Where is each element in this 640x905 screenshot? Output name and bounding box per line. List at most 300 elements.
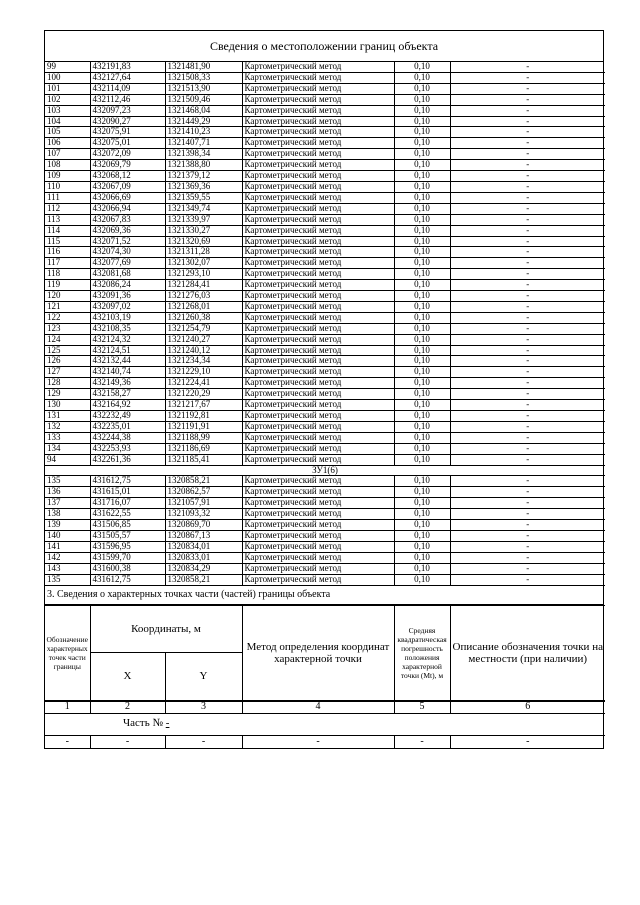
table-row: [45, 421, 605, 432]
method-cell: Картометрический метод: [242, 83, 394, 94]
table-row: [45, 258, 605, 269]
description-cell: -: [450, 203, 605, 214]
method-cell: Картометрический метод: [242, 345, 394, 356]
description-cell: -: [450, 160, 605, 171]
method-cell: Картометрический метод: [242, 247, 394, 258]
method-cell: Картометрический метод: [242, 367, 394, 378]
accuracy-cell: 0,10: [394, 552, 450, 563]
description-cell: -: [450, 94, 605, 105]
accuracy-cell: 0,10: [394, 225, 450, 236]
coord-x: 431612,75: [90, 476, 165, 487]
empty-cell: -: [450, 735, 605, 748]
accuracy-cell: 0,10: [394, 487, 450, 498]
method-cell: Картометрический метод: [242, 72, 394, 83]
coord-x: 432069,79: [90, 160, 165, 171]
table-row: [45, 498, 605, 509]
header-y: Y: [165, 652, 242, 700]
coord-y: 1321217,67: [165, 400, 242, 411]
method-cell: Картометрический метод: [242, 236, 394, 247]
method-cell: Картометрический метод: [242, 181, 394, 192]
coord-x: 432066,69: [90, 192, 165, 203]
col-num-6: 6: [450, 701, 605, 713]
accuracy-cell: 0,10: [394, 291, 450, 302]
coord-x: 432081,68: [90, 269, 165, 280]
method-cell: Картометрический метод: [242, 323, 394, 334]
part-number-value: -: [165, 717, 170, 730]
method-cell: Картометрический метод: [242, 105, 394, 116]
table-row: [45, 487, 605, 498]
coord-y: 1321468,04: [165, 105, 242, 116]
coord-y: 1321320,69: [165, 236, 242, 247]
method-cell: Картометрический метод: [242, 258, 394, 269]
point-number: 138: [45, 509, 90, 520]
description-cell: -: [450, 247, 605, 258]
subheader-zu1-6: ЗУ1(6): [45, 465, 605, 476]
accuracy-cell: 0,10: [394, 280, 450, 291]
method-cell: Картометрический метод: [242, 389, 394, 400]
point-number: 117: [45, 258, 90, 269]
table-row: [45, 149, 605, 160]
table-row: [45, 563, 605, 574]
accuracy-cell: 0,10: [394, 334, 450, 345]
method-cell: Картометрический метод: [242, 94, 394, 105]
table-row: [45, 476, 605, 487]
table-row: [45, 334, 605, 345]
coord-x: 432066,94: [90, 203, 165, 214]
method-cell: Картометрический метод: [242, 116, 394, 127]
description-cell: -: [450, 509, 605, 520]
point-number: 122: [45, 312, 90, 323]
table-row: [45, 203, 605, 214]
point-number: 137: [45, 498, 90, 509]
description-cell: -: [450, 291, 605, 302]
accuracy-cell: 0,10: [394, 236, 450, 247]
coord-x: 432235,01: [90, 421, 165, 432]
description-cell: -: [450, 258, 605, 269]
coord-y: 1321311,28: [165, 247, 242, 258]
method-cell: Картометрический метод: [242, 432, 394, 443]
section-3-title: 3. Сведения о характерных точках части (частей) границы объекта: [45, 586, 603, 605]
table-row: [45, 345, 605, 356]
table-row: [45, 400, 605, 411]
accuracy-cell: 0,10: [394, 171, 450, 182]
header-x: X: [90, 652, 165, 700]
point-number: 105: [45, 127, 90, 138]
accuracy-cell: 0,10: [394, 476, 450, 487]
point-number: 107: [45, 149, 90, 160]
coord-y: 1321191,91: [165, 421, 242, 432]
coord-y: 1321284,41: [165, 280, 242, 291]
points-table: [45, 62, 605, 586]
method-cell: Картометрический метод: [242, 421, 394, 432]
header-accuracy: Средняя квадратическая погрешность положения характерной точки (Мt), м: [394, 605, 450, 700]
coord-x: 432067,09: [90, 181, 165, 192]
table-row: [45, 269, 605, 280]
method-cell: Картометрический метод: [242, 192, 394, 203]
coord-y: 1321369,36: [165, 181, 242, 192]
table-row: [45, 443, 605, 454]
accuracy-cell: 0,10: [394, 356, 450, 367]
description-cell: -: [450, 400, 605, 411]
description-cell: -: [450, 367, 605, 378]
coord-y: 1321339,97: [165, 214, 242, 225]
description-cell: -: [450, 149, 605, 160]
description-cell: -: [450, 443, 605, 454]
accuracy-cell: 0,10: [394, 62, 450, 72]
table-row: [45, 411, 605, 422]
point-number: 139: [45, 520, 90, 531]
accuracy-cell: 0,10: [394, 520, 450, 531]
method-cell: Картометрический метод: [242, 127, 394, 138]
coord-y: 1321481,90: [165, 62, 242, 72]
description-cell: -: [450, 389, 605, 400]
description-cell: -: [450, 476, 605, 487]
coord-x: 431506,85: [90, 520, 165, 531]
point-number: 143: [45, 563, 90, 574]
method-cell: Картометрический метод: [242, 487, 394, 498]
empty-cell: -: [394, 735, 450, 748]
coord-y: 1321398,34: [165, 149, 242, 160]
coord-y: 1321359,55: [165, 192, 242, 203]
description-cell: -: [450, 105, 605, 116]
coord-y: 1320869,70: [165, 520, 242, 531]
coord-y: 1321509,46: [165, 94, 242, 105]
header-point-designation: Обозначение характерных точек части границы: [45, 605, 90, 700]
coord-x: 432069,36: [90, 225, 165, 236]
header-method: Метод определения координат характерной точки: [242, 605, 394, 700]
coord-x: 431600,38: [90, 563, 165, 574]
method-cell: Картометрический метод: [242, 138, 394, 149]
coord-x: 432124,51: [90, 345, 165, 356]
coord-y: 1321254,79: [165, 323, 242, 334]
coord-y: 1321293,10: [165, 269, 242, 280]
col-num-1: 1: [45, 701, 90, 713]
accuracy-cell: 0,10: [394, 541, 450, 552]
accuracy-cell: 0,10: [394, 312, 450, 323]
description-cell: -: [450, 127, 605, 138]
empty-cell: -: [90, 735, 165, 748]
accuracy-cell: 0,10: [394, 421, 450, 432]
coord-y: 1321349,74: [165, 203, 242, 214]
point-number: 109: [45, 171, 90, 182]
point-number: 110: [45, 181, 90, 192]
accuracy-cell: 0,10: [394, 574, 450, 585]
coord-x: 432114,09: [90, 83, 165, 94]
method-cell: Картометрический метод: [242, 520, 394, 531]
coord-y: 1321240,27: [165, 334, 242, 345]
point-number: 129: [45, 389, 90, 400]
method-cell: Картометрический метод: [242, 563, 394, 574]
section-3-header: [45, 605, 605, 701]
method-cell: Картометрический метод: [242, 552, 394, 563]
method-cell: Картометрический метод: [242, 356, 394, 367]
point-number: 124: [45, 334, 90, 345]
part-number-row: [45, 713, 605, 735]
coord-y: 1321093,32: [165, 509, 242, 520]
table-row: [45, 181, 605, 192]
coord-x: 432124,32: [90, 334, 165, 345]
empty-cell: -: [242, 735, 394, 748]
description-cell: -: [450, 552, 605, 563]
header-coordinates: Координаты, м: [90, 605, 242, 652]
description-cell: -: [450, 214, 605, 225]
coord-x: 431612,75: [90, 574, 165, 585]
coord-x: 432090,27: [90, 116, 165, 127]
coord-x: 432108,35: [90, 323, 165, 334]
accuracy-cell: 0,10: [394, 411, 450, 422]
point-number: 142: [45, 552, 90, 563]
accuracy-cell: 0,10: [394, 247, 450, 258]
coord-y: 1321188,99: [165, 432, 242, 443]
method-cell: Картометрический метод: [242, 160, 394, 171]
point-number: 140: [45, 530, 90, 541]
accuracy-cell: 0,10: [394, 83, 450, 94]
empty-cell: -: [45, 735, 90, 748]
accuracy-cell: 0,10: [394, 181, 450, 192]
table-row: [45, 312, 605, 323]
col-num-5: 5: [394, 701, 450, 713]
table-row: [45, 378, 605, 389]
document-frame: [44, 30, 604, 749]
point-number: 120: [45, 291, 90, 302]
table-title: Сведения о местоположении границ объекта: [45, 31, 603, 62]
accuracy-cell: 0,10: [394, 127, 450, 138]
method-cell: Картометрический метод: [242, 291, 394, 302]
table-row: [45, 280, 605, 291]
description-cell: -: [450, 487, 605, 498]
description-cell: -: [450, 72, 605, 83]
table-row: [45, 94, 605, 105]
method-cell: Картометрический метод: [242, 171, 394, 182]
coord-y: 1320858,21: [165, 476, 242, 487]
table-row: [45, 72, 605, 83]
accuracy-cell: 0,10: [394, 389, 450, 400]
description-cell: -: [450, 280, 605, 291]
point-number: 94: [45, 454, 90, 465]
method-cell: Картометрический метод: [242, 541, 394, 552]
accuracy-cell: 0,10: [394, 400, 450, 411]
description-cell: -: [450, 269, 605, 280]
coord-y: 1321508,33: [165, 72, 242, 83]
description-cell: -: [450, 520, 605, 531]
accuracy-cell: 0,10: [394, 149, 450, 160]
coord-x: 432253,93: [90, 443, 165, 454]
point-number: 135: [45, 476, 90, 487]
table-row: [45, 389, 605, 400]
coord-x: 432112,46: [90, 94, 165, 105]
description-cell: -: [450, 62, 605, 72]
description-cell: -: [450, 421, 605, 432]
description-cell: -: [450, 498, 605, 509]
method-cell: Картометрический метод: [242, 312, 394, 323]
point-number: 112: [45, 203, 90, 214]
coord-x: 432074,30: [90, 247, 165, 258]
point-number: 126: [45, 356, 90, 367]
coord-y: 1321449,29: [165, 116, 242, 127]
coord-x: 431622,55: [90, 509, 165, 520]
method-cell: Картометрический метод: [242, 269, 394, 280]
coord-x: 432127,64: [90, 72, 165, 83]
point-number: 125: [45, 345, 90, 356]
point-number: 104: [45, 116, 90, 127]
point-number: 128: [45, 378, 90, 389]
table-row: [45, 127, 605, 138]
accuracy-cell: 0,10: [394, 378, 450, 389]
coord-y: 1321379,12: [165, 171, 242, 182]
point-number: 111: [45, 192, 90, 203]
accuracy-cell: 0,10: [394, 94, 450, 105]
method-cell: Картометрический метод: [242, 280, 394, 291]
coord-y: 1321224,41: [165, 378, 242, 389]
coord-y: 1321513,90: [165, 83, 242, 94]
method-cell: Картометрический метод: [242, 574, 394, 585]
coord-x: 432103,19: [90, 312, 165, 323]
accuracy-cell: 0,10: [394, 105, 450, 116]
table-row: [45, 367, 605, 378]
table-row: [45, 530, 605, 541]
empty-cell: -: [165, 735, 242, 748]
description-cell: -: [450, 378, 605, 389]
table-row: [45, 160, 605, 171]
accuracy-cell: 0,10: [394, 454, 450, 465]
accuracy-cell: 0,10: [394, 192, 450, 203]
point-number: 130: [45, 400, 90, 411]
point-number: 134: [45, 443, 90, 454]
coord-x: 431505,57: [90, 530, 165, 541]
coord-x: 432075,01: [90, 138, 165, 149]
table-row: [45, 171, 605, 182]
description-cell: -: [450, 192, 605, 203]
table-row: [45, 247, 605, 258]
table-row: [45, 105, 605, 116]
table-row: [45, 116, 605, 127]
table-row: [45, 192, 605, 203]
coord-x: 432261,36: [90, 454, 165, 465]
table-row: [45, 356, 605, 367]
point-number: 115: [45, 236, 90, 247]
coord-x: 432075,91: [90, 127, 165, 138]
method-cell: Картометрический метод: [242, 301, 394, 312]
table-row: [45, 236, 605, 247]
coord-y: 1320862,57: [165, 487, 242, 498]
point-number: 101: [45, 83, 90, 94]
description-cell: -: [450, 334, 605, 345]
method-cell: Картометрический метод: [242, 62, 394, 72]
point-number: 100: [45, 72, 90, 83]
point-number: 114: [45, 225, 90, 236]
description-cell: -: [450, 541, 605, 552]
point-number: 103: [45, 105, 90, 116]
method-cell: Картометрический метод: [242, 498, 394, 509]
method-cell: Картометрический метод: [242, 411, 394, 422]
coord-x: 432067,83: [90, 214, 165, 225]
method-cell: Картометрический метод: [242, 443, 394, 454]
coord-x: 432244,38: [90, 432, 165, 443]
coord-y: 1321268,01: [165, 301, 242, 312]
accuracy-cell: 0,10: [394, 323, 450, 334]
method-cell: Картометрический метод: [242, 530, 394, 541]
description-cell: -: [450, 181, 605, 192]
header-description: Описание обозначения точки на местности (при наличии): [450, 605, 605, 700]
point-number: 132: [45, 421, 90, 432]
coord-y: 1321229,10: [165, 367, 242, 378]
coord-x: 432132,44: [90, 356, 165, 367]
method-cell: Картометрический метод: [242, 378, 394, 389]
description-cell: -: [450, 530, 605, 541]
point-number: 133: [45, 432, 90, 443]
accuracy-cell: 0,10: [394, 214, 450, 225]
method-cell: Картометрический метод: [242, 334, 394, 345]
point-number: 136: [45, 487, 90, 498]
accuracy-cell: 0,10: [394, 258, 450, 269]
table-row: [45, 454, 605, 465]
description-cell: -: [450, 411, 605, 422]
point-number: 113: [45, 214, 90, 225]
table-row: [45, 509, 605, 520]
description-cell: -: [450, 83, 605, 94]
accuracy-cell: 0,10: [394, 345, 450, 356]
accuracy-cell: 0,10: [394, 138, 450, 149]
method-cell: Картометрический метод: [242, 454, 394, 465]
table-row: [45, 83, 605, 94]
method-cell: Картометрический метод: [242, 203, 394, 214]
coord-y: 1321234,34: [165, 356, 242, 367]
coord-x: 431599,70: [90, 552, 165, 563]
coord-y: 1320833,01: [165, 552, 242, 563]
description-cell: -: [450, 323, 605, 334]
coord-x: 431716,07: [90, 498, 165, 509]
accuracy-cell: 0,10: [394, 269, 450, 280]
method-cell: Картометрический метод: [242, 214, 394, 225]
point-number: 123: [45, 323, 90, 334]
coord-y: 1321186,69: [165, 443, 242, 454]
coord-x: 432191,83: [90, 62, 165, 72]
table-row: [45, 214, 605, 225]
coord-y: 1321276,03: [165, 291, 242, 302]
accuracy-cell: 0,10: [394, 530, 450, 541]
coord-x: 432232,49: [90, 411, 165, 422]
coord-x: 432068,12: [90, 171, 165, 182]
coord-x: 432149,36: [90, 378, 165, 389]
accuracy-cell: 0,10: [394, 72, 450, 83]
section-3-body: [45, 701, 605, 749]
point-number: 141: [45, 541, 90, 552]
coord-y: 1320834,29: [165, 563, 242, 574]
table-row: [45, 541, 605, 552]
coord-x: 432140,74: [90, 367, 165, 378]
coord-x: 431615,01: [90, 487, 165, 498]
table-row: [45, 323, 605, 334]
coord-x: 432158,27: [90, 389, 165, 400]
coord-y: 1321410,23: [165, 127, 242, 138]
point-number: 106: [45, 138, 90, 149]
description-cell: -: [450, 225, 605, 236]
point-number: 118: [45, 269, 90, 280]
method-cell: Картометрический метод: [242, 509, 394, 520]
table-row: [45, 138, 605, 149]
description-cell: -: [450, 345, 605, 356]
table-row: [45, 291, 605, 302]
accuracy-cell: 0,10: [394, 160, 450, 171]
table-row: [45, 301, 605, 312]
accuracy-cell: 0,10: [394, 498, 450, 509]
description-cell: -: [450, 574, 605, 585]
coord-y: 1320867,13: [165, 530, 242, 541]
coord-x: 432072,09: [90, 149, 165, 160]
coord-y: 1321330,27: [165, 225, 242, 236]
point-number: 99: [45, 62, 90, 72]
point-number: 108: [45, 160, 90, 171]
